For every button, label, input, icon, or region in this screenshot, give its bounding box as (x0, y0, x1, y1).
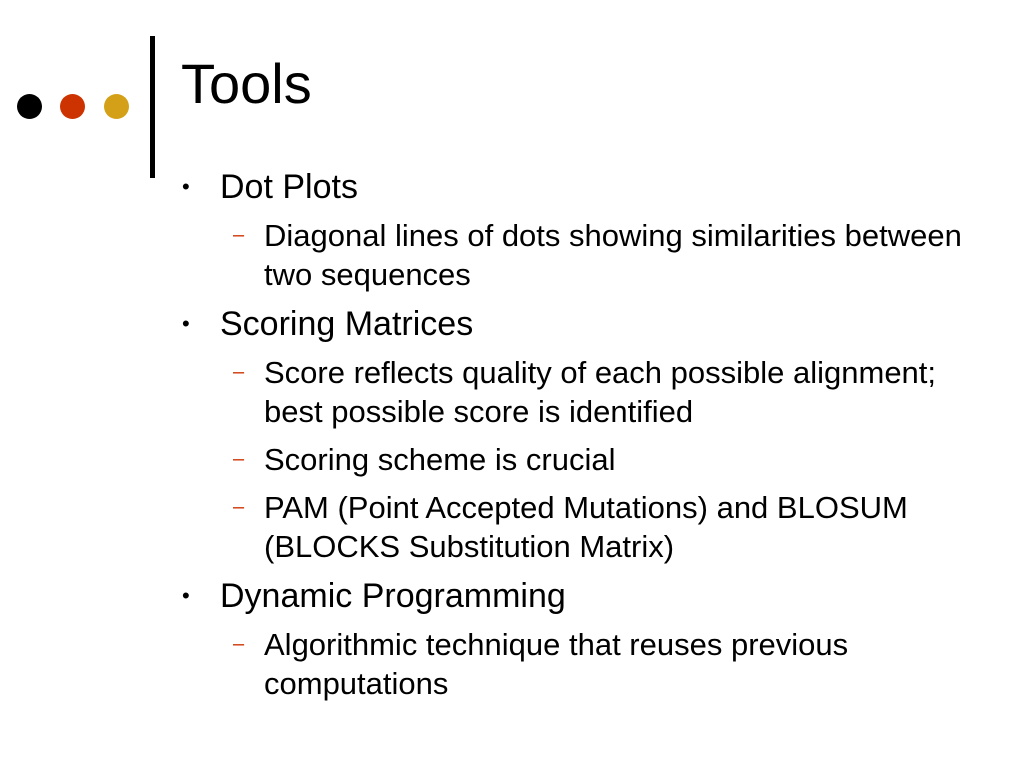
title-divider (150, 36, 155, 178)
bullet-icon: • (182, 174, 190, 199)
bullet-text: Dot Plots (220, 168, 358, 206)
decor-dot-black (17, 94, 42, 119)
sub-bullet-item (180, 216, 980, 294)
bullet-group (180, 166, 980, 294)
dash-icon: – (233, 361, 245, 383)
bullet-icon: • (182, 311, 190, 336)
dash-icon: – (233, 448, 245, 470)
sub-bullet-item (180, 488, 980, 566)
bullet-group (180, 575, 980, 703)
sub-bullet-item (180, 353, 980, 431)
decor-dot-red (60, 94, 85, 119)
sub-bullet-text: Algorithmic technique that reuses previous computations (264, 627, 849, 701)
sub-bullet-text: Diagonal lines of dots showing similarities between two sequences (264, 218, 962, 292)
sub-bullet-text: Score reflects quality of each possible alignment; best possible score is identified (264, 355, 937, 429)
bullet-text: Scoring Matrices (220, 305, 474, 343)
bullet-group (180, 303, 980, 566)
bullet-text: Dynamic Programming (220, 577, 566, 615)
sub-bullet-text: Scoring scheme is crucial (264, 442, 616, 477)
bullet-icon: • (182, 583, 190, 608)
bullet-item (180, 303, 980, 345)
bullet-list (180, 166, 980, 712)
sub-bullet-item (180, 625, 980, 703)
sub-bullet-text: PAM (Point Accepted Mutations) and BLOSUM (BLOCKS Substitution Matrix) (264, 490, 908, 564)
bullet-item (180, 575, 980, 617)
sub-bullet-item (180, 440, 980, 479)
dash-icon: – (233, 496, 245, 518)
dash-icon: – (233, 224, 245, 246)
dash-icon: – (233, 633, 245, 655)
bullet-item (180, 166, 980, 208)
slide-title: Tools (181, 52, 312, 115)
decor-dot-gold (104, 94, 129, 119)
